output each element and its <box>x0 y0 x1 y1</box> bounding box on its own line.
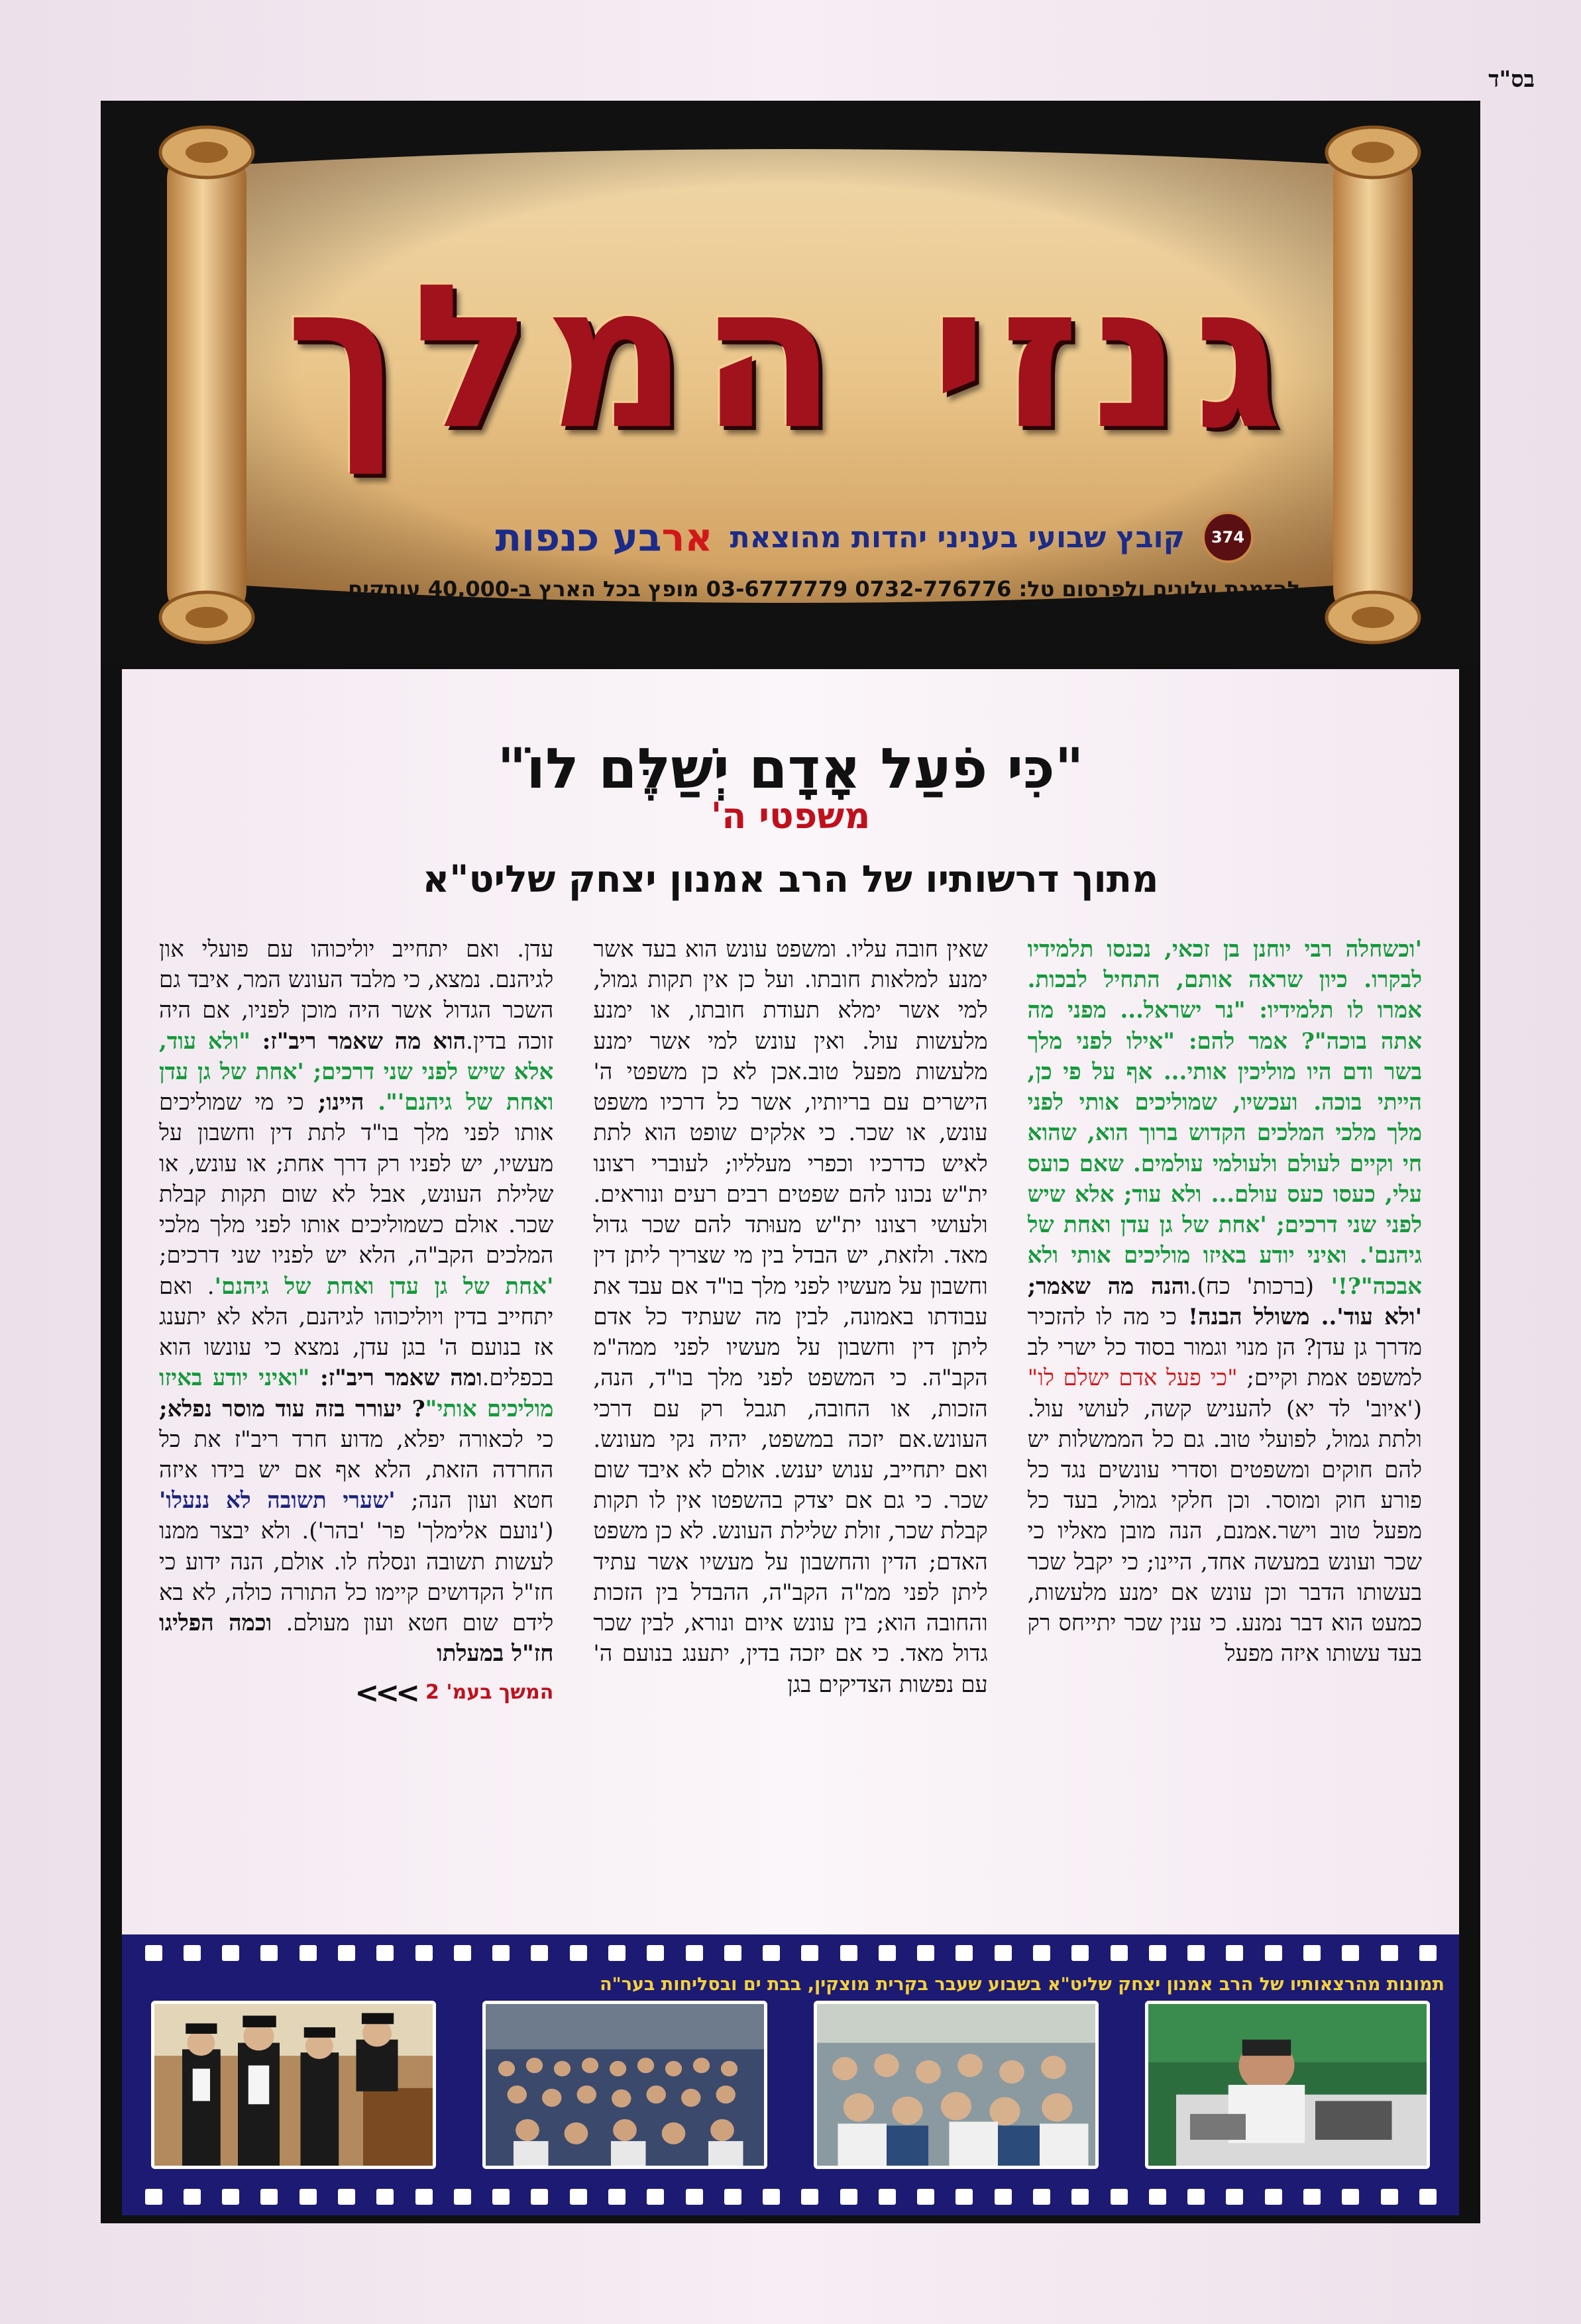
film-sprocket-hole <box>376 1945 394 1961</box>
corner-note: בס"ד <box>1488 66 1535 93</box>
film-sprocket-hole <box>1419 1945 1437 1961</box>
film-sprocket-hole <box>300 1945 317 1961</box>
film-sprocket-hole <box>917 2189 934 2205</box>
issue-number-badge: 374 <box>1202 511 1254 563</box>
article-byline: מתוך דרשותיו של הרב אמנון יצחק שליט"א <box>422 858 1159 901</box>
article-text-fragment: כי מי שמוליכים אותו לפני מלך בו"ד לתת דין וחשבון על מעשיו, יש לפניו רק דרך אחת; או עונש, או שלילת העונש, אבל לא שום תקות קבלת שכר. אולם כשמוליכים אותו לפני מלך מלכי המלכים הקב"ה, הלא יש לפניו שני דרכים; <box>159 1089 554 1269</box>
film-sprocket-hole <box>724 1945 741 1961</box>
film-sprocket-hole <box>763 1945 780 1961</box>
film-sprocket-hole <box>1033 1945 1050 1961</box>
film-sprocket-hole <box>608 2189 626 2205</box>
photo-row <box>151 2001 1430 2169</box>
film-sprocket-hole <box>608 1945 626 1961</box>
film-sprocket-hole <box>1187 1945 1205 1961</box>
continued-label: המשך בעמ' 2 <box>425 1681 554 1705</box>
article-text-fragment: שאין חובה עליו. ומשפט עונש הוא בעד אשר ימנע למלאות חובתו. ועל כן אין תקות גמול, למי אשר ימלא תעודת חובתו, או ימנע מלעשות עול. ואין עונש למי אשר ימנע מלעשות מפעל טוב. <box>593 936 988 1085</box>
masthead <box>101 101 1480 664</box>
film-sprocket-hole <box>995 2189 1012 2205</box>
film-sprocket-hole <box>647 2189 664 2205</box>
filmstrip-sprockets-top <box>122 1940 1459 1966</box>
lecture-speaker-image <box>1148 2004 1427 2166</box>
group-standing-image <box>154 2004 433 2166</box>
filmstrip-sprockets-bottom <box>122 2184 1459 2210</box>
film-sprocket-hole <box>531 2189 548 2205</box>
article-text-fragment: 'אחת של גן עדן ואחת של גיהנם' <box>214 1273 554 1300</box>
film-sprocket-hole <box>763 2189 780 2205</box>
film-sprocket-hole <box>222 1945 239 1961</box>
film-sprocket-hole <box>222 2189 239 2205</box>
article-text-fragment: . ואם יתחייב בדין ויוליכוהו לגיהנם, הלא לא יתענג אז בנועם ה' בגן עדן, נמצא כי עונשו הוא בכפלים. <box>159 1273 554 1392</box>
article-text-fragment: "כי פעל אדם ישלם לו" <box>1027 1365 1238 1392</box>
film-sprocket-hole <box>1303 2189 1321 2205</box>
film-sprocket-hole <box>1071 2189 1089 2205</box>
masthead-title: גנזי המלך <box>285 242 1295 473</box>
photo-group-standing[interactable] <box>151 2001 436 2169</box>
film-sprocket-hole <box>184 1945 201 1961</box>
article-text-fragment: "ולא עוד, אלא שיש לפני שני דרכים; 'אחת של גן עדן ואחת של גיהנם'". <box>159 1028 554 1116</box>
film-sprocket-hole <box>1265 1945 1282 1961</box>
film-sprocket-hole <box>840 2189 857 2205</box>
article-text-fragment: "ואיני יודע באיזו מוליכים אותי" <box>159 1365 554 1422</box>
film-sprocket-hole <box>531 1945 548 1961</box>
article-text-fragment: ? יעורר בזה עוד מוסר נפלא; <box>159 1395 425 1422</box>
film-sprocket-hole <box>1187 2189 1205 2205</box>
film-sprocket-hole <box>1342 2189 1359 2205</box>
film-sprocket-hole <box>1149 1945 1166 1961</box>
photo-audience-2[interactable] <box>482 2001 767 2169</box>
film-sprocket-hole <box>840 1945 857 1961</box>
masthead-subtitle-row <box>495 511 1254 563</box>
parchment-scroll <box>140 119 1439 649</box>
article-text-fragment: כי לכאורה יפלא, מדוע חרד ריב"ז את כל החרדה הזאת, הלא אף אם יש בידו איזה חטא ועון הנה; <box>159 1426 554 1514</box>
film-sprocket-hole <box>184 2189 201 2205</box>
article-column-1 <box>1028 934 1422 1908</box>
article-columns <box>159 934 1422 1908</box>
film-sprocket-hole <box>415 2189 433 2205</box>
film-sprocket-hole <box>300 2189 317 2205</box>
film-sprocket-hole <box>1265 2189 1282 2205</box>
continued-notice[interactable] <box>159 1673 553 1713</box>
contact-line: להזמנת עלונים ולפרסום טל: 0732-776776 03-6777779 מופץ בכל הארץ ב-40,000 עותקים <box>348 576 1300 602</box>
film-sprocket-hole <box>1149 2189 1166 2205</box>
article-title: "כִּי פֹעַל אָדָם יְשַׁלֶּם לוֹ" <box>497 736 1084 802</box>
film-sprocket-hole <box>145 1945 162 1961</box>
article-text-fragment: כי מה לו להזכיר מדרך גן עדן? הן מנוי וגמור בסוד כל ישרי לב למשפט אמת וקיים; <box>1027 1303 1422 1392</box>
film-sprocket-hole <box>1226 1945 1243 1961</box>
article-text-fragment: אכן לא כן משפטי ה' הישרים עם בריותיו, אשר כל דרכיו משפט עונש, או שכר. כי אלקים שופט הוא לתת לאיש כדרכיו וכפרי מעלליו; לעוברי רצונו ית"ש נכונו להם שפטים רבים רעים ונוראים. ולעושי רצונו ית"ש מעוּתד להם שכר גדול מאד. ולזאת, יש הבדל בין מי שצריך ליתן דין וחשבון על מעשיו לפני מלך בו"ד אם עבד את עבודתו באמונה, לבין מה שעתיד כל אדם ליתן דין וחשבון על מעשיו לפני ממה"מ הקב"ה. כי המשפט לפני מלך בו"ד, הנה, הזכות, או החובה, תגבל רק עם דרכי העונש. <box>593 1058 988 1453</box>
gallery-caption: תמונות מהרצאותיו של הרב אמנון יצחק שליט"א בשבוע שעבר בקרית מוצקין, בבת ים ובסליחות בער"ה <box>600 1974 1445 1995</box>
film-sprocket-hole <box>570 1945 587 1961</box>
film-sprocket-hole <box>1111 1945 1128 1961</box>
film-sprocket-hole <box>376 2189 394 2205</box>
section-title: משפטי ה' <box>710 795 871 837</box>
publisher-logo <box>495 515 712 560</box>
article-column-3-body <box>159 934 553 1669</box>
photo-audience-1[interactable] <box>814 2001 1099 2169</box>
film-sprocket-hole <box>1381 1945 1398 1961</box>
film-sprocket-hole <box>879 1945 896 1961</box>
article-text-fragment: אם יזכה במשפט, יהיה נקי מעונש. ואם יתחייב, ענוש יענש. אולם לא איבד שום שכר. כי גם אם יצדק בהשפטו אין לו תקות קבלת שכר, זולת שלילת העונש. לא כן משפט האדם; הדין והחשבון על מעשיו אשר עתיד ליתן לפני ממ"ה הקב"ה, ההבדל בין הזכות והחובה הוא; בין עונש איום ונורא, לבין שכר גדול מאד. כי אם יזכה בדין, יתענג בנועם ה' עם נפשות הצדיקים בגן <box>593 1426 988 1698</box>
publisher-logo-part1: אר <box>661 515 713 560</box>
film-sprocket-hole <box>686 2189 703 2205</box>
film-sprocket-hole <box>917 1945 934 1961</box>
film-sprocket-hole <box>492 2189 510 2205</box>
masthead-subtitle: קובץ שבועי בעניני יהדות מהוצאת <box>730 520 1185 555</box>
continue-arrows-icon: <<< <box>354 1675 416 1710</box>
film-sprocket-hole <box>801 2189 818 2205</box>
article-text-fragment: עדן. ואם יתחייב יוליכוהו עם פועלי און לגיהנם. נמצא, כי מלבד העונש המר, איבד גם השכר הגדול אשר היה מוכן לפניו, אם היה זוכה בדין. <box>159 936 554 1055</box>
film-sprocket-hole <box>260 1945 278 1961</box>
article-text-fragment: ('איוב' לד יא) להעניש קשה, לעושי עול. ולתת גמול, לפועלי טוב. גם כל הממשלות יש להם חוקים ומשפטים וסדרי עונשים נגד כל פורע חוק ומוסר. וכן חלקי גמול, בעד כל מפעל טוב וישר. <box>1027 1395 1422 1545</box>
film-sprocket-hole <box>1226 2189 1243 2205</box>
film-sprocket-hole <box>338 1945 355 1961</box>
film-sprocket-hole <box>570 2189 587 2205</box>
article-text-fragment: ('נועם אלימלך' פר' 'בהר'). ולא יבצר ממנו לעשות תשובה ונסלח לו. אולם, הנה ידוע כי חז"ל הקדושים קיימו כל התורה כולה, לא בא לידם שום חטא ועון מעולם. <box>159 1518 554 1637</box>
film-sprocket-hole <box>801 1945 818 1961</box>
photo-lecture-speaker[interactable] <box>1145 2001 1430 2169</box>
film-sprocket-hole <box>492 1945 510 1961</box>
film-sprocket-hole <box>1111 2189 1128 2205</box>
film-sprocket-hole <box>879 2189 896 2205</box>
film-sprocket-hole <box>955 2189 973 2205</box>
film-sprocket-hole <box>686 1945 703 1961</box>
film-sprocket-hole <box>1342 1945 1359 1961</box>
film-sprocket-hole <box>145 2189 162 2205</box>
article-text-fragment: והנה מה שאמר; 'ולא עוד'.. משולל הבנה! <box>1027 1273 1422 1330</box>
article-text-fragment: היינו; <box>303 1089 364 1116</box>
film-sprocket-hole <box>1071 1945 1089 1961</box>
article-column-2 <box>593 934 987 1908</box>
publisher-logo-part2: בע כנפות <box>495 515 662 560</box>
photo-filmstrip <box>122 1934 1459 2215</box>
article-text-fragment: ומה שאמר ריב"ז: <box>309 1365 482 1392</box>
film-sprocket-hole <box>1303 1945 1321 1961</box>
audience-1-image <box>817 2004 1095 2166</box>
film-sprocket-hole <box>995 1945 1012 1961</box>
article-area <box>122 669 1459 1934</box>
film-sprocket-hole <box>955 1945 973 1961</box>
film-sprocket-hole <box>647 1945 664 1961</box>
article-text-fragment: 'שערי תשובה לא ננעלו' <box>159 1487 396 1514</box>
article-text-fragment: הוא מה שאמר ריב"ז: <box>250 1028 466 1055</box>
article-text-fragment: (ברכות' כח). <box>1189 1273 1314 1300</box>
film-sprocket-hole <box>724 2189 741 2205</box>
film-sprocket-hole <box>454 1945 471 1961</box>
article-text-fragment: 'וכשחלה רבי יוחנן בן זכאי, נכנסו תלמידיו לבקרו. כיון שראה אותם, התחיל לבכות. אמרו לו תלמידיו: "נר ישראל... מפני מה אתה בוכה"? אמר להם: "אילו לפני מלך בשר ודם היו מוליכין אותי... אף על פי כן, הייתי בוכה. ועכשיו, שמוליכים אותי לפני מלך מלכי המלכים הקדוש ברוך הוא, שהוא חי וקיים לעולם ולעולמי עולמים. שאם כועס עלי, כעסו כעס עולם... ולא עוד; אלא שיש לפני שני דרכים; 'אחת של גן עדן ואחת של גיהנם'. ואיני יודע באיזו מוליכים אותי ולא אבכה"?!' <box>1027 936 1422 1300</box>
article-text-fragment: וכמה הפליגו חז"ל במעלתו <box>159 1610 554 1667</box>
article-text-fragment: אמנם, הנה מובן מאליו כי שכר ועונש במעשה אחד, היינו; כי יקבל שכר בעשותו הדבר וכן עונש אם ימנע מלעשות, כמעט הוא דבר נמנע. כי ענין שכר יתייחס רק בעד עשותו איזה מפעל <box>1027 1518 1422 1667</box>
film-sprocket-hole <box>1381 2189 1398 2205</box>
film-sprocket-hole <box>1419 2189 1437 2205</box>
article-column-3 <box>159 934 553 1908</box>
film-sprocket-hole <box>1033 2189 1050 2205</box>
film-sprocket-hole <box>454 2189 471 2205</box>
audience-2-image <box>486 2004 764 2166</box>
film-sprocket-hole <box>338 2189 355 2205</box>
film-sprocket-hole <box>415 1945 433 1961</box>
film-sprocket-hole <box>260 2189 278 2205</box>
